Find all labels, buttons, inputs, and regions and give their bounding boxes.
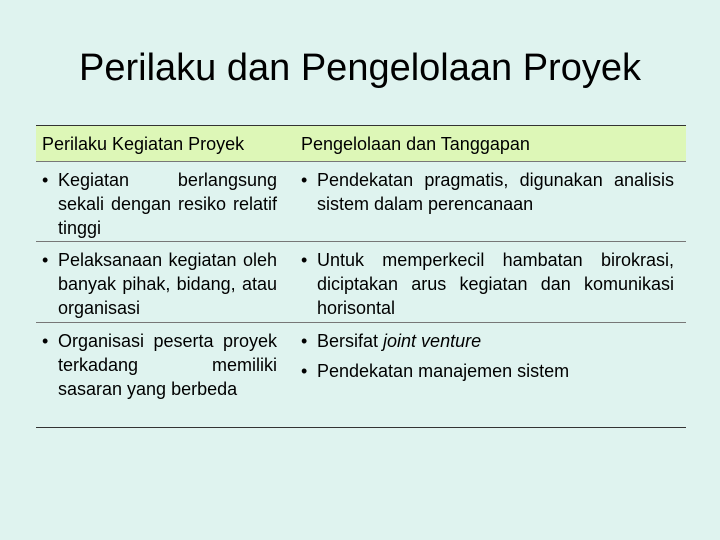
table-row <box>36 242 283 323</box>
bullet-icon: • <box>42 250 49 270</box>
list-item <box>301 359 674 383</box>
header-management: Pengelolaan dan Tanggapan <box>283 126 686 162</box>
table-row <box>36 323 283 427</box>
bullet-icon: • <box>42 170 49 190</box>
list-item <box>42 329 277 401</box>
list-item <box>42 168 277 240</box>
management-text: Untuk memperkecil hambatan birokrasi, diciptakan arus kegiatan dan komunikasi horisontal <box>317 250 674 318</box>
table-row <box>283 162 686 242</box>
bullet-icon: • <box>42 331 49 351</box>
bullet-icon: • <box>301 250 308 270</box>
management-text: Pendekatan manajemen sistem <box>317 361 570 381</box>
table-row <box>283 242 686 323</box>
joint-venture-term: joint venture <box>383 331 482 351</box>
behavior-management-table <box>36 125 686 428</box>
bullet-icon: • <box>301 361 308 381</box>
behavior-text: Pelaksanaan kegiatan oleh banyak pihak, bidang, atau organisasi <box>58 250 277 318</box>
behavior-text: Kegiatan berlangsung sekali dengan resiko relatif tinggi <box>58 170 277 238</box>
management-text <box>317 329 674 353</box>
header-behavior: Perilaku Kegiatan Proyek <box>36 126 283 162</box>
behavior-text: Organisasi peserta proyek terkadang memiliki sasaran yang berbeda <box>58 331 277 399</box>
bullet-icon: • <box>301 331 308 351</box>
joint-venture-prefix: Bersifat <box>317 331 384 351</box>
management-text: Pendekatan pragmatis, digunakan analisis sistem dalam perencanaan <box>317 170 674 214</box>
list-item <box>301 248 674 320</box>
bullet-icon: • <box>301 170 308 190</box>
table-row <box>283 323 686 427</box>
list-item <box>301 168 674 216</box>
list-item <box>42 248 277 320</box>
list-item <box>301 329 674 353</box>
slide-title: Perilaku dan Pengelolaan Proyek <box>79 47 641 89</box>
table-row <box>36 162 283 242</box>
